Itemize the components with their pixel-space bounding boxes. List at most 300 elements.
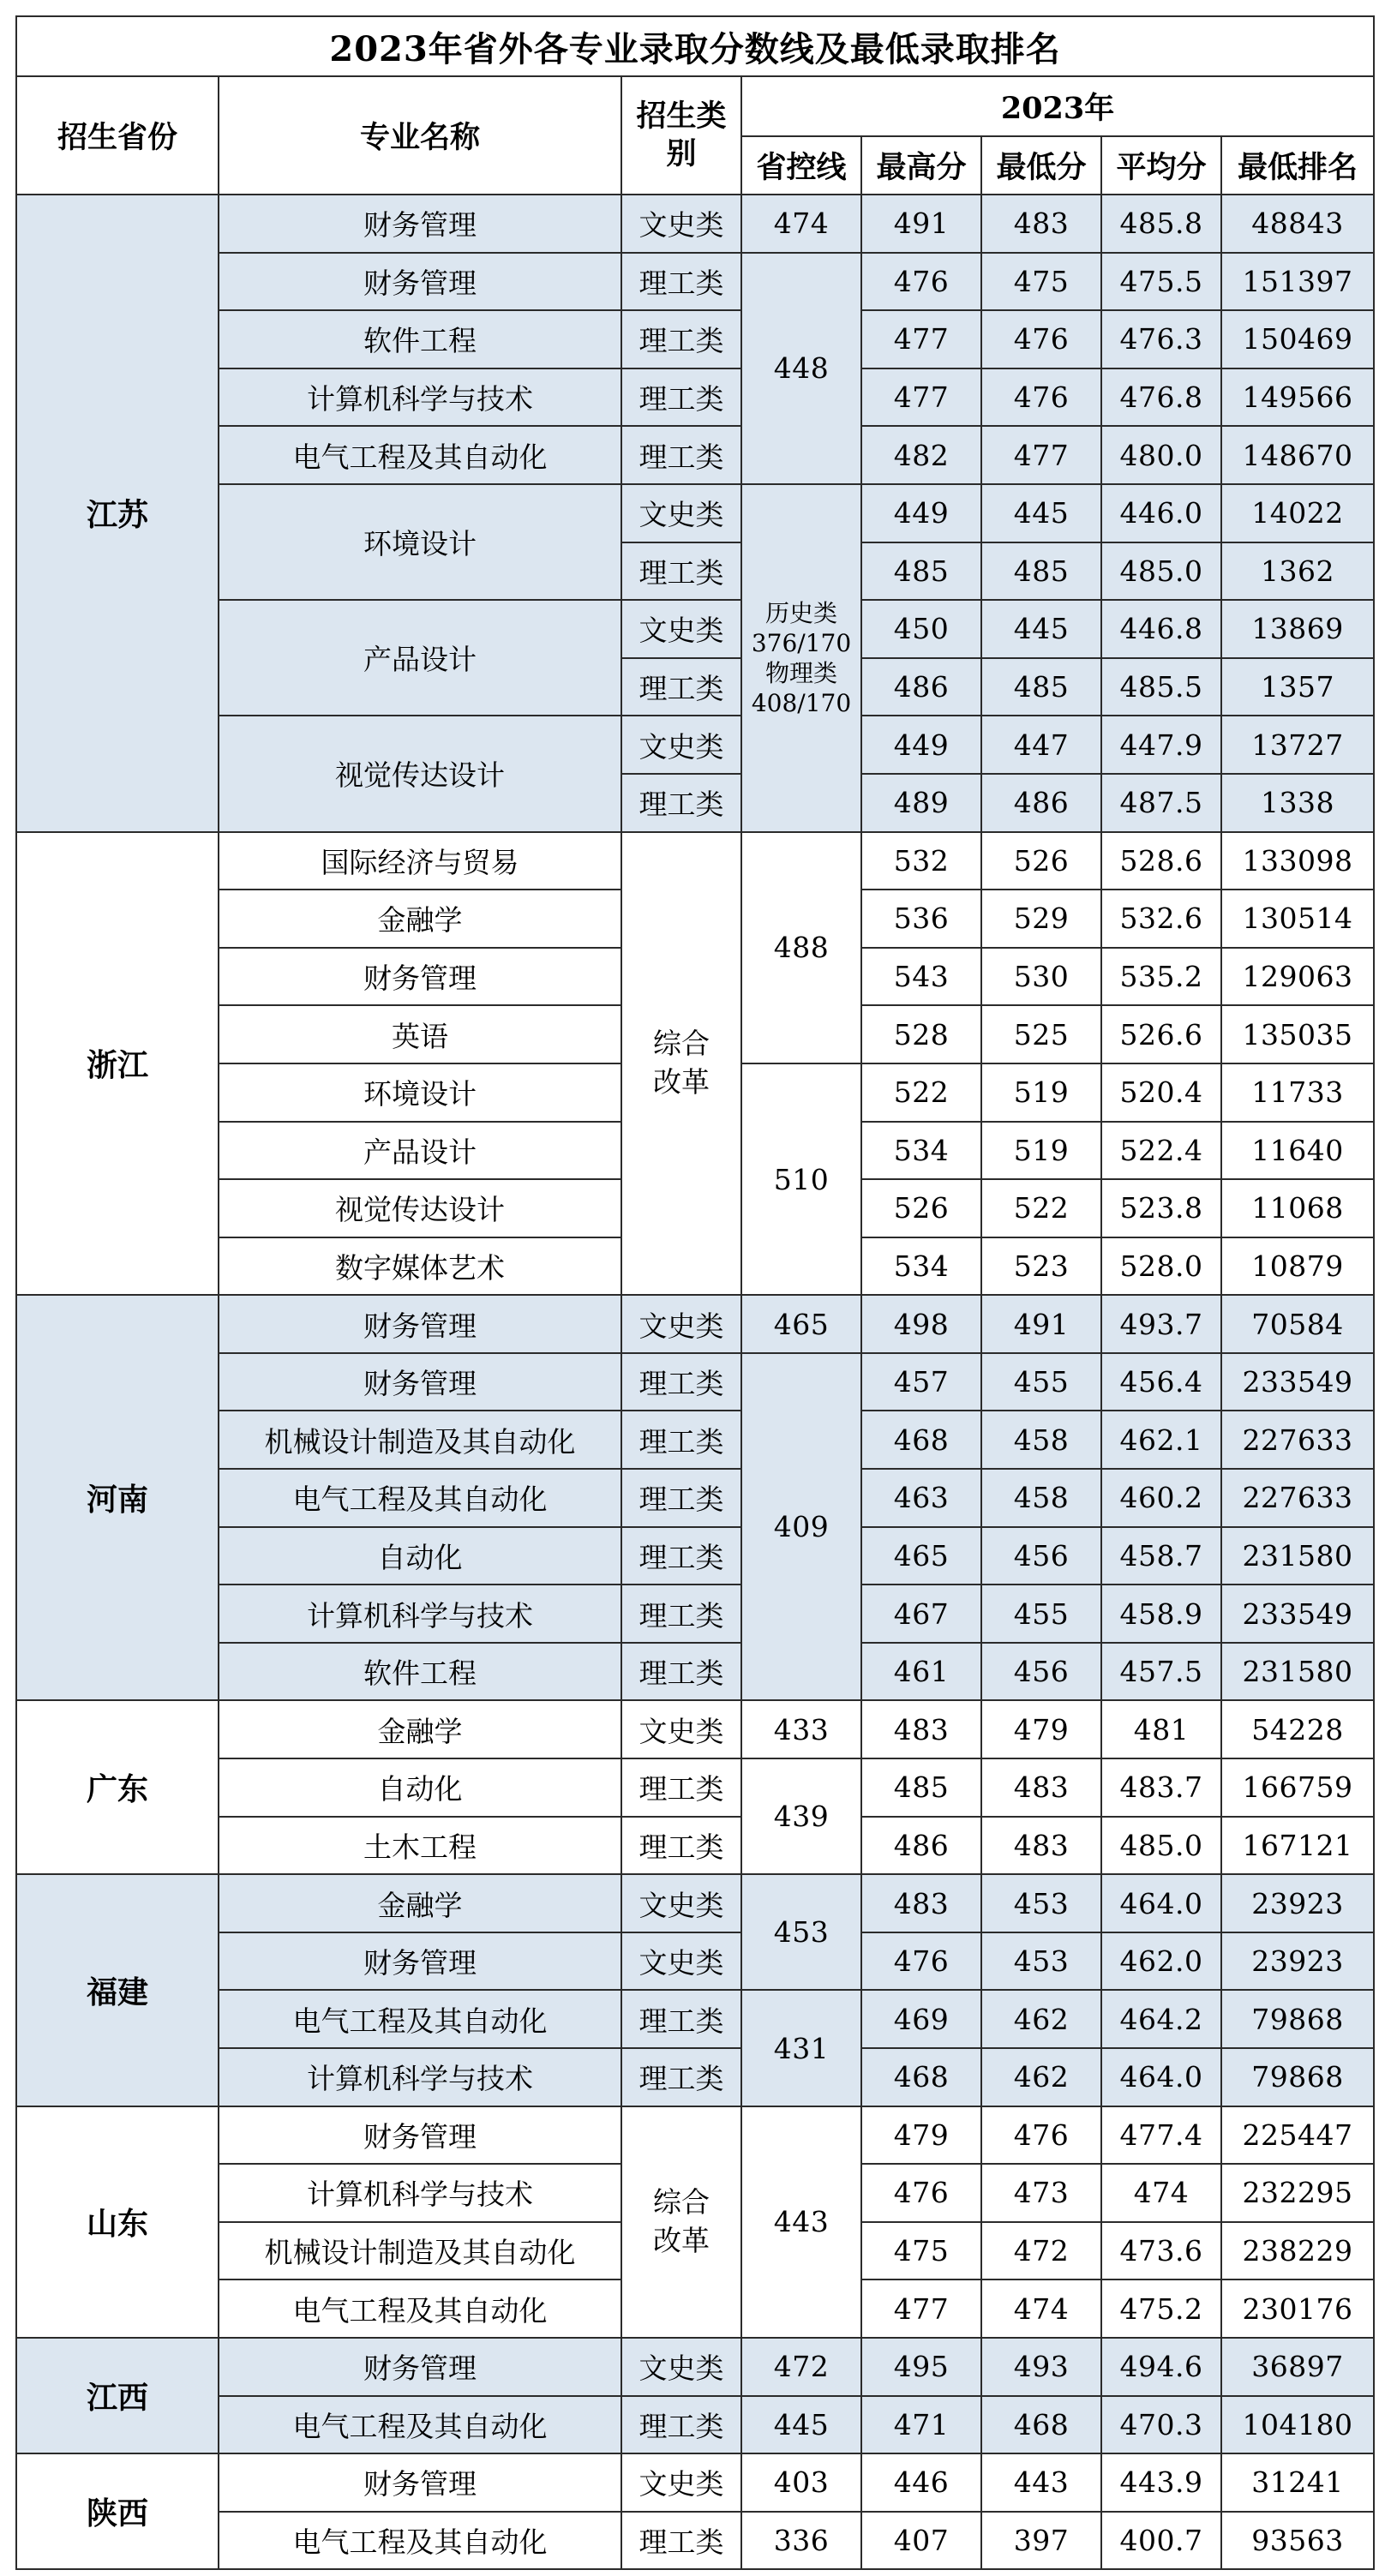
major-cell: 自动化 [219, 1527, 621, 1585]
max-score-cell: 532 [861, 832, 981, 890]
control-line-cell: 336 [741, 2512, 861, 2570]
min-score-cell: 483 [981, 195, 1101, 253]
max-score-cell: 534 [861, 1122, 981, 1180]
category-cell: 理工类 [621, 253, 741, 311]
category-cell: 理工类 [621, 310, 741, 368]
table-row [16, 1817, 1374, 1875]
avg-score-cell: 523.8 [1101, 1179, 1221, 1237]
avg-score-cell: 528.6 [1101, 832, 1221, 890]
max-score-cell: 534 [861, 1237, 981, 1296]
avg-score-cell: 456.4 [1101, 1353, 1221, 1411]
category-cell: 文史类 [621, 1700, 741, 1758]
min-score-cell: 462 [981, 1990, 1101, 2048]
admission-score-table [15, 15, 1375, 2570]
province-cell: 江西 [16, 2338, 219, 2453]
max-score-cell: 468 [861, 2048, 981, 2106]
min-score-cell: 491 [981, 1295, 1101, 1353]
major-cell: 财务管理 [219, 2106, 621, 2165]
table-row [16, 1411, 1374, 1469]
max-score-cell: 471 [861, 2396, 981, 2454]
table-row [16, 1700, 1374, 1758]
min-rank-cell: 79868 [1221, 2048, 1374, 2106]
table-row [16, 368, 1374, 427]
control-line-cell: 448 [741, 253, 861, 484]
max-score-cell: 498 [861, 1295, 981, 1353]
max-score-cell: 486 [861, 1817, 981, 1875]
max-score-cell: 485 [861, 1758, 981, 1817]
major-cell: 金融学 [219, 890, 621, 948]
min-rank-cell: 1357 [1221, 658, 1374, 716]
min-score-cell: 476 [981, 310, 1101, 368]
min-rank-cell: 130514 [1221, 890, 1374, 948]
min-rank-cell: 231580 [1221, 1527, 1374, 1585]
avg-score-cell: 476.3 [1101, 310, 1221, 368]
category-cell: 文史类 [621, 600, 741, 658]
province-cell: 山东 [16, 2106, 219, 2338]
avg-score-cell: 487.5 [1101, 774, 1221, 832]
table-row [16, 2338, 1374, 2396]
max-score-cell: 489 [861, 774, 981, 832]
control-line-cell: 472 [741, 2338, 861, 2396]
max-score-cell: 536 [861, 890, 981, 948]
min-score-cell: 483 [981, 1817, 1101, 1875]
min-score-cell: 458 [981, 1411, 1101, 1469]
max-score-cell: 450 [861, 600, 981, 658]
major-cell: 电气工程及其自动化 [219, 1990, 621, 2048]
avg-score-cell: 462.1 [1101, 1411, 1221, 1469]
category-cell: 文史类 [621, 195, 741, 253]
min-rank-cell: 225447 [1221, 2106, 1374, 2165]
category-cell: 文史类 [621, 484, 741, 542]
min-rank-cell: 23923 [1221, 1932, 1374, 1991]
category-cell: 理工类 [621, 1643, 741, 1701]
max-score-cell: 457 [861, 1353, 981, 1411]
control-line-cell: 488 [741, 832, 861, 1063]
major-cell: 财务管理 [219, 2453, 621, 2512]
avg-score-cell: 528.0 [1101, 1237, 1221, 1296]
province-cell: 浙江 [16, 832, 219, 1296]
header-max-score: 最高分 [861, 136, 981, 195]
table-row [16, 2453, 1374, 2512]
min-rank-cell: 10879 [1221, 1237, 1374, 1296]
major-cell: 计算机科学与技术 [219, 2164, 621, 2222]
max-score-cell: 476 [861, 253, 981, 311]
min-score-cell: 530 [981, 948, 1101, 1006]
avg-score-cell: 481 [1101, 1700, 1221, 1758]
avg-score-cell: 470.3 [1101, 2396, 1221, 2454]
category-cell: 理工类 [621, 1411, 741, 1469]
max-score-cell: 495 [861, 2338, 981, 2396]
control-line-cell: 439 [741, 1758, 861, 1874]
category-cell: 理工类 [621, 542, 741, 601]
table-row [16, 484, 1374, 542]
major-cell: 财务管理 [219, 1295, 621, 1353]
avg-score-cell: 462.0 [1101, 1932, 1221, 1991]
max-score-cell: 528 [861, 1005, 981, 1063]
major-cell: 电气工程及其自动化 [219, 2396, 621, 2454]
province-cell: 陕西 [16, 2453, 219, 2569]
min-rank-cell: 232295 [1221, 2164, 1374, 2222]
major-cell: 电气工程及其自动化 [219, 1469, 621, 1527]
min-score-cell: 523 [981, 1237, 1101, 1296]
table-row [16, 1932, 1374, 1991]
min-rank-cell: 54228 [1221, 1700, 1374, 1758]
min-score-cell: 453 [981, 1874, 1101, 1932]
category-cell: 理工类 [621, 1817, 741, 1875]
avg-score-cell: 485.5 [1101, 658, 1221, 716]
min-rank-cell: 11640 [1221, 1122, 1374, 1180]
max-score-cell: 543 [861, 948, 981, 1006]
control-line-cell [741, 484, 861, 832]
max-score-cell: 465 [861, 1527, 981, 1585]
avg-score-cell: 535.2 [1101, 948, 1221, 1006]
avg-score-cell: 443.9 [1101, 2453, 1221, 2512]
avg-score-cell: 464.2 [1101, 1990, 1221, 2048]
min-rank-cell: 23923 [1221, 1874, 1374, 1932]
min-rank-cell: 230176 [1221, 2279, 1374, 2338]
avg-score-cell: 480.0 [1101, 426, 1221, 484]
max-score-cell: 446 [861, 2453, 981, 2512]
min-rank-cell: 166759 [1221, 1758, 1374, 1817]
major-cell: 财务管理 [219, 948, 621, 1006]
min-rank-cell: 148670 [1221, 426, 1374, 484]
table-row [16, 1295, 1374, 1353]
min-score-cell: 468 [981, 2396, 1101, 2454]
control-line-cell: 445 [741, 2396, 861, 2454]
max-score-cell: 477 [861, 310, 981, 368]
control-line-physics: 物理类 408/170 [751, 658, 852, 717]
min-score-cell: 529 [981, 890, 1101, 948]
min-rank-cell: 129063 [1221, 948, 1374, 1006]
major-cell: 视觉传达设计 [219, 1179, 621, 1237]
category-cell: 理工类 [621, 2048, 741, 2106]
table-row [16, 1527, 1374, 1585]
min-rank-cell: 167121 [1221, 1817, 1374, 1875]
major-cell: 环境设计 [219, 1063, 621, 1122]
min-score-cell: 486 [981, 774, 1101, 832]
min-rank-cell: 11733 [1221, 1063, 1374, 1122]
min-rank-cell: 151397 [1221, 253, 1374, 311]
major-cell: 计算机科学与技术 [219, 368, 621, 427]
min-rank-cell: 31241 [1221, 2453, 1374, 2512]
min-rank-cell: 238229 [1221, 2222, 1374, 2280]
avg-score-cell: 532.6 [1101, 890, 1221, 948]
avg-score-cell: 485.8 [1101, 195, 1221, 253]
province-cell: 福建 [16, 1874, 219, 2106]
max-score-cell: 479 [861, 2106, 981, 2165]
min-score-cell: 476 [981, 368, 1101, 427]
avg-score-cell: 457.5 [1101, 1643, 1221, 1701]
province-cell: 广东 [16, 1700, 219, 1874]
min-score-cell: 453 [981, 1932, 1101, 1991]
avg-score-cell: 485.0 [1101, 1817, 1221, 1875]
category-cell: 文史类 [621, 2338, 741, 2396]
min-score-cell: 443 [981, 2453, 1101, 2512]
table-row [16, 600, 1374, 658]
header-province: 招生省份 [16, 76, 219, 195]
avg-score-cell: 520.4 [1101, 1063, 1221, 1122]
max-score-cell: 485 [861, 542, 981, 601]
max-score-cell: 476 [861, 2164, 981, 2222]
header-major: 专业名称 [219, 76, 621, 195]
major-cell: 机械设计制造及其自动化 [219, 1411, 621, 1469]
min-rank-cell: 48843 [1221, 195, 1374, 253]
table-row [16, 832, 1374, 890]
min-score-cell: 475 [981, 253, 1101, 311]
max-score-cell: 482 [861, 426, 981, 484]
table-row [16, 195, 1374, 253]
control-line-cell: 465 [741, 1295, 861, 1353]
min-rank-cell: 14022 [1221, 484, 1374, 542]
min-rank-cell: 149566 [1221, 368, 1374, 427]
max-score-cell: 491 [861, 195, 981, 253]
province-cell: 江苏 [16, 195, 219, 832]
major-cell: 产品设计 [219, 600, 621, 716]
category-cell: 文史类 [621, 716, 741, 774]
min-score-cell: 397 [981, 2512, 1101, 2570]
category-cell [621, 2106, 741, 2338]
max-score-cell: 477 [861, 2279, 981, 2338]
avg-score-cell: 460.2 [1101, 1469, 1221, 1527]
max-score-cell: 407 [861, 2512, 981, 2570]
category-cell: 理工类 [621, 426, 741, 484]
table-row [16, 2048, 1374, 2106]
major-cell: 计算机科学与技术 [219, 1585, 621, 1643]
major-cell: 财务管理 [219, 1353, 621, 1411]
category-text: 综合改革 [653, 1027, 710, 1099]
control-line-cell: 453 [741, 1874, 861, 1990]
min-rank-cell: 1362 [1221, 542, 1374, 601]
avg-score-cell: 475.5 [1101, 253, 1221, 311]
min-rank-cell: 36897 [1221, 2338, 1374, 2396]
major-cell: 产品设计 [219, 1122, 621, 1180]
header-min-score: 最低分 [981, 136, 1101, 195]
control-line-cell: 474 [741, 195, 861, 253]
major-cell: 软件工程 [219, 1643, 621, 1701]
category-cell: 理工类 [621, 658, 741, 716]
category-cell: 文史类 [621, 1874, 741, 1932]
min-score-cell: 462 [981, 2048, 1101, 2106]
min-rank-cell: 11068 [1221, 1179, 1374, 1237]
table-row [16, 253, 1374, 311]
category-cell: 理工类 [621, 368, 741, 427]
min-rank-cell: 231580 [1221, 1643, 1374, 1701]
max-score-cell: 469 [861, 1990, 981, 2048]
avg-score-cell: 483.7 [1101, 1758, 1221, 1817]
category-cell: 文史类 [621, 1932, 741, 1991]
avg-score-cell: 476.8 [1101, 368, 1221, 427]
max-score-cell: 461 [861, 1643, 981, 1701]
min-score-cell: 526 [981, 832, 1101, 890]
control-line-cell: 433 [741, 1700, 861, 1758]
avg-score-cell: 458.7 [1101, 1527, 1221, 1585]
min-score-cell: 445 [981, 600, 1101, 658]
major-cell: 电气工程及其自动化 [219, 2512, 621, 2570]
avg-score-cell: 494.6 [1101, 2338, 1221, 2396]
control-line-cell: 510 [741, 1063, 861, 1295]
min-rank-cell: 133098 [1221, 832, 1374, 890]
avg-score-cell: 464.0 [1101, 2048, 1221, 2106]
avg-score-cell: 473.6 [1101, 2222, 1221, 2280]
min-rank-cell: 13869 [1221, 600, 1374, 658]
major-cell: 财务管理 [219, 2338, 621, 2396]
max-score-cell: 483 [861, 1874, 981, 1932]
category-text: 综合改革 [653, 2185, 710, 2257]
category-cell: 文史类 [621, 1295, 741, 1353]
table-row [16, 426, 1374, 484]
avg-score-cell: 400.7 [1101, 2512, 1221, 2570]
major-cell: 金融学 [219, 1700, 621, 1758]
major-cell: 财务管理 [219, 253, 621, 311]
min-rank-cell: 93563 [1221, 2512, 1374, 2570]
major-cell: 国际经济与贸易 [219, 832, 621, 890]
min-rank-cell: 1338 [1221, 774, 1374, 832]
header-control-line: 省控线 [741, 136, 861, 195]
max-score-cell: 522 [861, 1063, 981, 1122]
min-score-cell: 479 [981, 1700, 1101, 1758]
header-category: 招生类别 [621, 76, 741, 195]
avg-score-cell: 458.9 [1101, 1585, 1221, 1643]
province-cell: 河南 [16, 1295, 219, 1700]
table-row [16, 2106, 1374, 2165]
header-avg-score: 平均分 [1101, 136, 1221, 195]
min-score-cell: 474 [981, 2279, 1101, 2338]
min-score-cell: 473 [981, 2164, 1101, 2222]
table-row [16, 1353, 1374, 1411]
min-score-cell: 519 [981, 1063, 1101, 1122]
min-score-cell: 447 [981, 716, 1101, 774]
min-score-cell: 493 [981, 2338, 1101, 2396]
avg-score-cell: 485.0 [1101, 542, 1221, 601]
table-row [16, 1758, 1374, 1817]
max-score-cell: 486 [861, 658, 981, 716]
min-score-cell: 472 [981, 2222, 1101, 2280]
major-cell: 财务管理 [219, 195, 621, 253]
max-score-cell: 467 [861, 1585, 981, 1643]
min-score-cell: 485 [981, 658, 1101, 716]
table-row [16, 1643, 1374, 1701]
max-score-cell: 483 [861, 1700, 981, 1758]
min-rank-cell: 233549 [1221, 1585, 1374, 1643]
min-rank-cell: 227633 [1221, 1469, 1374, 1527]
table-row [16, 310, 1374, 368]
category-cell: 理工类 [621, 1527, 741, 1585]
major-cell: 电气工程及其自动化 [219, 426, 621, 484]
category-cell: 理工类 [621, 1990, 741, 2048]
min-score-cell: 525 [981, 1005, 1101, 1063]
table-row [16, 1990, 1374, 2048]
min-rank-cell: 104180 [1221, 2396, 1374, 2454]
control-line-cell: 409 [741, 1353, 861, 1701]
avg-score-cell: 526.6 [1101, 1005, 1221, 1063]
major-cell: 财务管理 [219, 1932, 621, 1991]
max-score-cell: 449 [861, 716, 981, 774]
avg-score-cell: 474 [1101, 2164, 1221, 2222]
min-rank-cell: 233549 [1221, 1353, 1374, 1411]
min-score-cell: 455 [981, 1585, 1101, 1643]
table-row [16, 716, 1374, 774]
category-cell [621, 832, 741, 1296]
control-line-cell: 403 [741, 2453, 861, 2512]
max-score-cell: 468 [861, 1411, 981, 1469]
major-cell: 英语 [219, 1005, 621, 1063]
category-cell: 理工类 [621, 1353, 741, 1411]
min-rank-cell: 150469 [1221, 310, 1374, 368]
min-score-cell: 477 [981, 426, 1101, 484]
table-row [16, 1469, 1374, 1527]
control-line-cell: 443 [741, 2106, 861, 2338]
category-cell: 理工类 [621, 1585, 741, 1643]
min-rank-cell: 135035 [1221, 1005, 1374, 1063]
header-min-rank: 最低排名 [1221, 136, 1374, 195]
max-score-cell: 476 [861, 1932, 981, 1991]
avg-score-cell: 522.4 [1101, 1122, 1221, 1180]
avg-score-cell: 446.0 [1101, 484, 1221, 542]
major-cell: 金融学 [219, 1874, 621, 1932]
min-score-cell: 519 [981, 1122, 1101, 1180]
major-cell: 软件工程 [219, 310, 621, 368]
table-row [16, 2512, 1374, 2570]
min-score-cell: 456 [981, 1527, 1101, 1585]
major-cell: 视觉传达设计 [219, 716, 621, 831]
min-rank-cell: 79868 [1221, 1990, 1374, 2048]
min-score-cell: 476 [981, 2106, 1101, 2165]
major-cell: 自动化 [219, 1758, 621, 1817]
avg-score-cell: 447.9 [1101, 716, 1221, 774]
min-score-cell: 456 [981, 1643, 1101, 1701]
major-cell: 环境设计 [219, 484, 621, 600]
min-score-cell: 485 [981, 542, 1101, 601]
category-cell: 理工类 [621, 1469, 741, 1527]
table-title: 2023年省外各专业录取分数线及最低录取排名 [16, 16, 1374, 76]
category-cell: 理工类 [621, 774, 741, 832]
max-score-cell: 463 [861, 1469, 981, 1527]
min-rank-cell: 227633 [1221, 1411, 1374, 1469]
min-score-cell: 455 [981, 1353, 1101, 1411]
header-year: 2023年 [741, 76, 1374, 136]
max-score-cell: 449 [861, 484, 981, 542]
table-row [16, 2396, 1374, 2454]
max-score-cell: 526 [861, 1179, 981, 1237]
control-line-cell: 431 [741, 1990, 861, 2106]
major-cell: 计算机科学与技术 [219, 2048, 621, 2106]
table-row [16, 1585, 1374, 1643]
category-cell: 理工类 [621, 1758, 741, 1817]
min-score-cell: 522 [981, 1179, 1101, 1237]
major-cell: 土木工程 [219, 1817, 621, 1875]
max-score-cell: 475 [861, 2222, 981, 2280]
min-score-cell: 445 [981, 484, 1101, 542]
category-cell: 理工类 [621, 2396, 741, 2454]
min-score-cell: 458 [981, 1469, 1101, 1527]
min-rank-cell: 13727 [1221, 716, 1374, 774]
avg-score-cell: 477.4 [1101, 2106, 1221, 2165]
major-cell: 机械设计制造及其自动化 [219, 2222, 621, 2280]
avg-score-cell: 464.0 [1101, 1874, 1221, 1932]
avg-score-cell: 446.8 [1101, 600, 1221, 658]
table-row [16, 1874, 1374, 1932]
min-score-cell: 483 [981, 1758, 1101, 1817]
category-cell: 文史类 [621, 2453, 741, 2512]
major-cell: 电气工程及其自动化 [219, 2279, 621, 2338]
min-rank-cell: 70584 [1221, 1295, 1374, 1353]
major-cell: 数字媒体艺术 [219, 1237, 621, 1296]
avg-score-cell: 475.2 [1101, 2279, 1221, 2338]
avg-score-cell: 493.7 [1101, 1295, 1221, 1353]
max-score-cell: 477 [861, 368, 981, 427]
control-line-history: 历史类 376/170 [751, 598, 852, 657]
category-cell: 理工类 [621, 2512, 741, 2570]
